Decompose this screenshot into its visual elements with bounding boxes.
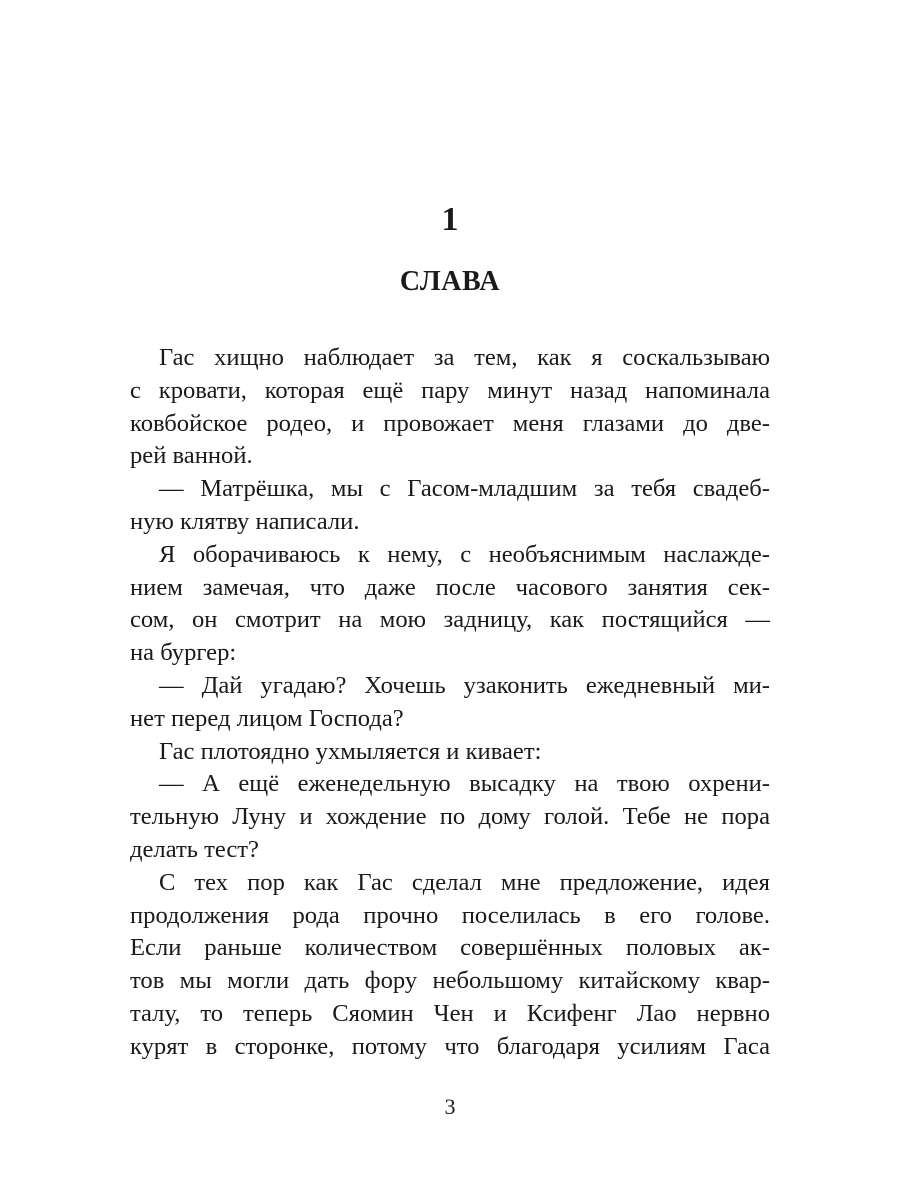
text-line: — Матрёшка, мы с Гасом-младшим за тебя свадеб-: [159, 475, 770, 503]
chapter-body: [130, 342, 770, 1064]
text-line: тельную Луну и хождение по дому голой. Тебе не пора: [130, 803, 770, 831]
text-line: нием замечая, что даже после часового занятия сек-: [130, 573, 770, 601]
text-line: сом, он смотрит на мою задницу, как постящийся —: [130, 606, 770, 634]
text-line: рей ванной.: [130, 442, 253, 470]
chapter-title: СЛАВА: [399, 266, 501, 297]
text-line: с кровати, которая ещё пару минут назад напоминала: [130, 376, 770, 404]
text-line: тов мы могли дать фору небольшому китайскому квар-: [130, 967, 770, 995]
text-line: С тех пор как Гас сделал мне предложение, идея: [159, 868, 770, 896]
text-line: Гас хищно наблюдает за тем, как я соскальзываю: [159, 344, 770, 371]
page-number: 3: [444, 1094, 456, 1119]
text-line: — Дай угадаю? Хочешь узаконить ежедневный ми-: [159, 671, 770, 699]
chapter-number: 1: [441, 201, 459, 238]
text-line: делать тест?: [130, 835, 259, 863]
text-line: — А ещё еженедельную высадку на твою охрени-: [159, 770, 770, 798]
text-line: курят в сторонке, потому что благодаря усилиям Гаса: [130, 1032, 770, 1060]
text-line: на бургер:: [130, 639, 237, 667]
text-line: нет перед лицом Господа?: [130, 704, 404, 732]
text-line: Если раньше количеством совершённых половых ак-: [130, 934, 770, 962]
text-line: талу, то теперь Сяомин Чен и Ксифенг Лао нервно: [130, 999, 770, 1027]
text-line: продолжения рода прочно поселилась в его голове.: [130, 901, 770, 929]
text-line: ную клятву написали.: [130, 507, 360, 535]
text-line: Гас плотоядно ухмыляется и кивает:: [159, 737, 542, 765]
text-line: Я оборачиваюсь к нему, с необъяснимым наслажде-: [159, 540, 770, 568]
text-line: ковбойское родео, и провожает меня глазами до две-: [130, 409, 770, 437]
